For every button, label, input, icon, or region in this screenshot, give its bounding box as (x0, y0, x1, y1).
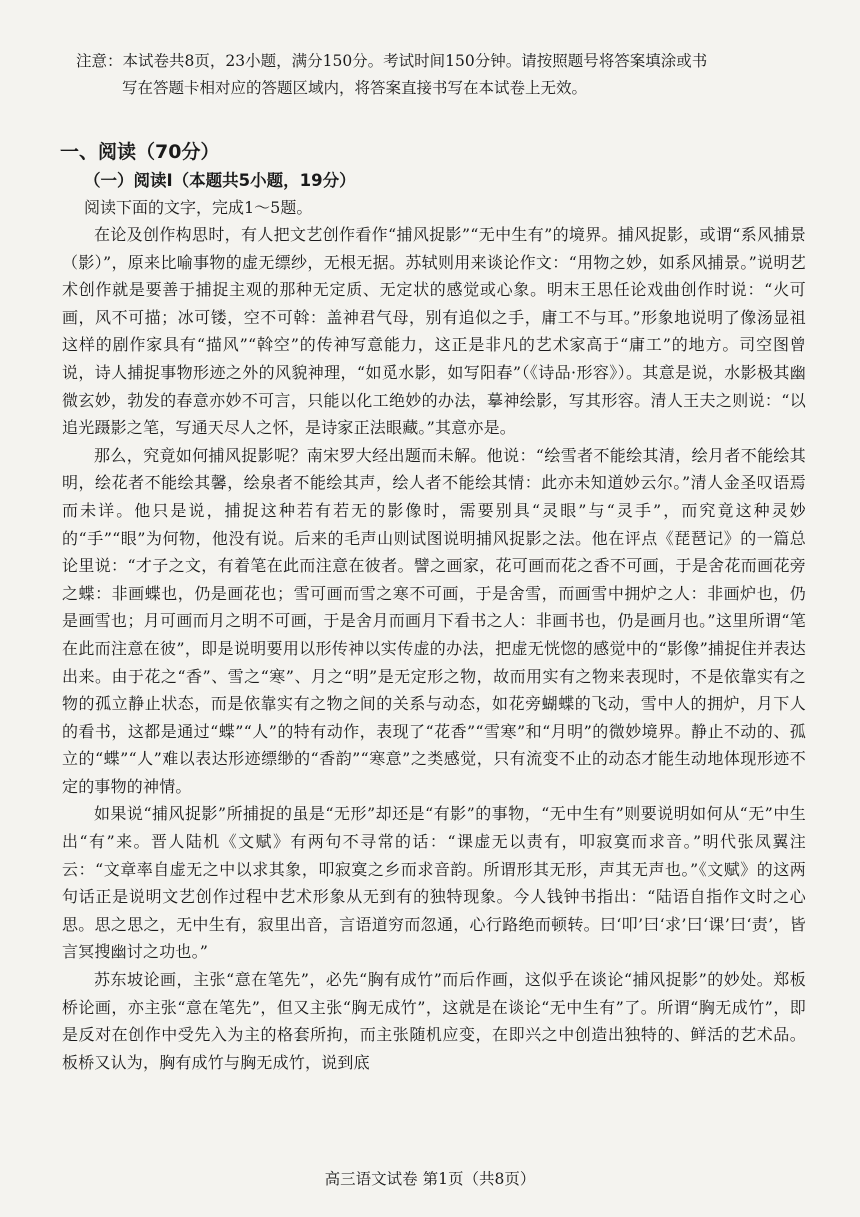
passage-paragraph-1: 在论及创作构思时，有人把文艺创作看作“捕风捉影”“无中生有”的境界。捕风捉影，或谓“系风捕景（影）”，原来比喻事物的虚无缥纱，无根无据。苏轼则用来谈论作文：“用物之妙，如系风捕景。”说明艺术创作就是要善于捕捉主观的那种无定质、无定状的感觉或心象。明末王思任论戏曲创作时说：“火可画，风不可描；冰可镂，空不可斡：盖神君气母，别有追似之手，庸工不与耳。”形象地说明了像汤显祖这样的剧作家具有“描风”“斡空”的传神写意能力，这正是非凡的艺术家高于“庸工”的地方。司空图曾说，诗人捕捉事物形迹之外的风貌神理，“如觅水影，如写阳春”（《诗品·形容》）。其意是说，水影极其幽微玄妙，勃发的春意亦妙不可言，只能以化工绝妙的办法，摹神绘影，写其形容。清人王夫之则说：“以追光蹑影之笔，写通天尽人之怀，是诗家正法眼藏。”其意亦是。 (62, 225, 806, 438)
passage-paragraph-2: 那么，究竟如何捕风捉影呢？南宋罗大经出题而未解。他说：“绘雪者不能绘其清，绘月者不能绘其明，绘花者不能绘其馨，绘泉者不能绘其声，绘人者不能绘其情：此亦未知道妙云尔。”清人金圣叹语焉而未详。他只是说，捕捉这种若有若无的影像时，需要别具“灵眼”与“灵手”，而究竟这种灵妙的“手”“眼”为何物，他没有说。后来的毛声山则试图说明捕风捉影之法。他在评点《琵琶记》的一篇总论里说：“才子之文，有着笔在此而注意在彼者。譬之画家，花可画而花之香不可画，于是舍花而画花旁之蝶：非画蝶也，仍是画花也；雪可画而雪之寒不可画，于是舍雪，而画雪中拥炉之人：非画炉也，仍是画雪也；月可画而月之明不可画，于是舍月而画月下看书之人：非画书也，仍是画月也。”这里所谓“笔在此而注意在彼”，即是说明要用以形传神以实传虚的办法，把虚无恍惚的感觉中的“影像”捕捉住并表达出来。由于花之“香”、雪之“寒”、月之“明”是无定形之物，故而用实有之物来表现时，不是依靠实有之物的孤立静止状态，而是依靠实有之物之间的关系与动态，如花旁蝴蝶的飞动，雪中人的拥炉，月下人的看书，这都是通过“蝶”“人”的特有动作，表现了“花香”“雪寒”和“月明”的微妙境界。静止不动的、孤立的“蝶”“人”难以表达形迹缥缈的“香韵”“寒意”之类感觉，只有流变不止的动态才能生动地体现形迹不定的事物的神情。 (62, 445, 806, 796)
section-title: 一、阅读（70分） (60, 141, 220, 163)
exam-notice (62, 48, 806, 102)
reading-instruction: 阅读下面的文字，完成1～5题。 (84, 198, 313, 217)
passage-paragraph-4: 苏东坡论画，主张“意在笔先”，必先“胸有成竹”而后作画，这似乎在谈论“捕风捉影”的妙处。郑板桥论画，亦主张“意在笔先”，但又主张“胸无成竹”，这就是在谈论“无中生有”了。所谓“胸无成竹”，即是反对在创作中受先入为主的格套所拘，而主张随机应变，在即兴之中创造出独特的、鲜活的艺术品。板桥又认为，胸有成竹与胸无成竹，说到底 (62, 970, 806, 1072)
page-footer: 高三语文试卷 第1页（共8页） (324, 1170, 536, 1188)
passage-paragraph-3: 如果说“捕风捉影”所捕捉的虽是“无形”却还是“有影”的事物，“无中生有”则要说明如何从“无”中生出“有”来。晋人陆机《文赋》有两句不寻常的话：“课虚无以责有，叩寂寞而求音。”明代张凤翼注云：“文章率自虚无之中以求其象，叩寂寞之乡而求音韵。所谓形其无形，声其无声也。”《文赋》的这两句话正是说明文艺创作过程中艺术形象从无到有的独特现象。今人钱钟书指出：“陆语自指作文时之心思。思之思之，无中生有，寂里出音，言语道穷而忽通，心行路绝而顿转。曰‘叩’曰‘求’曰‘课’曰‘责’，皆言冥搜幽讨之功也。” (62, 804, 806, 962)
notice-line-1: 本试卷共8页，23小题，满分150分。考试时间150分钟。请按照题号将答案填涂或书 (122, 52, 708, 70)
subsection-title: （一）阅读Ⅰ（本题共5小题，19分） (84, 171, 356, 190)
notice-line-2: 写在答题卡相对应的答题区域内，将答案直接书写在本试卷上无效。 (122, 79, 588, 97)
notice-label: 注意： (76, 52, 123, 70)
reading-passage (62, 221, 806, 1076)
